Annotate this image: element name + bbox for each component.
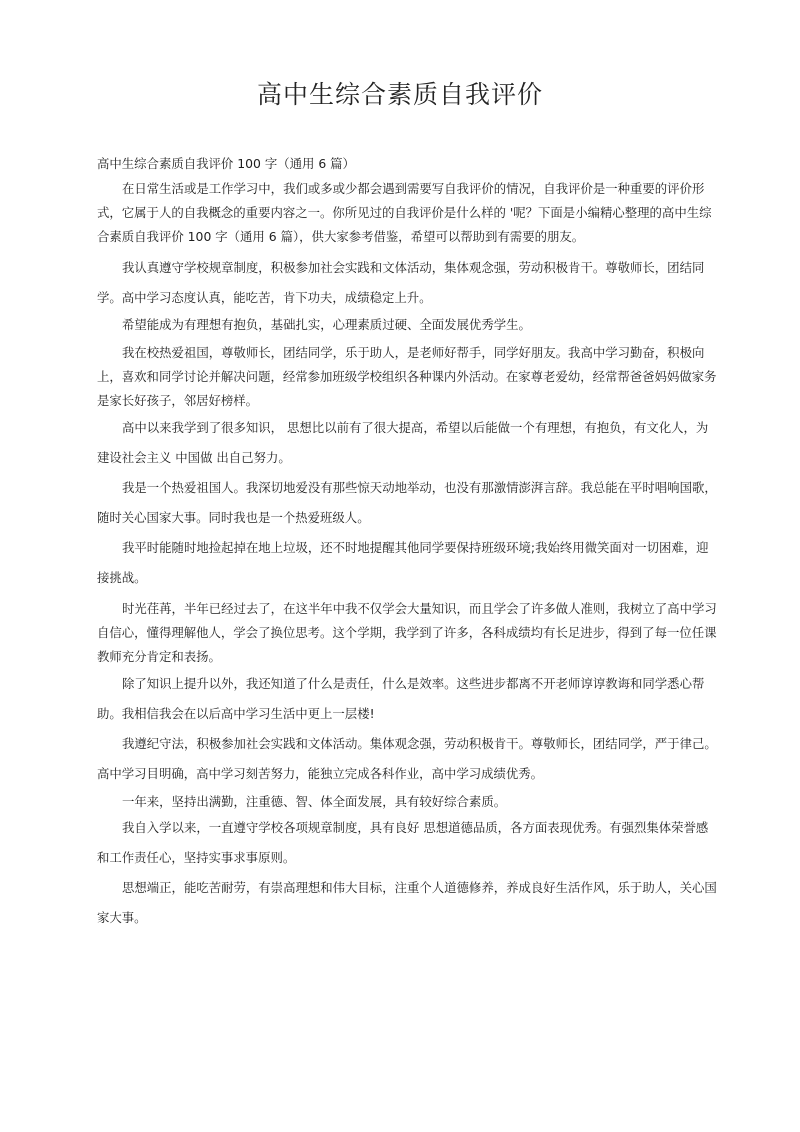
paragraph-10: 我遵纪守法，积极参加社会实践和文体活动。集体观念强，劳动积极肯干。尊敬师长，团结同学，严于律己。高中学习目明确，高中学习刻苦努力，能独立完成各科作业，高中学习成绩优秀。 [97,736,717,781]
paragraph-5: 高中以来我学到了很多知识， 思想比以前有了很大提高，希望以后能做一个有理想，有抱负，有文化人，为建设社会主义 中国做 出自己努力。 [97,420,709,465]
document-subtitle: 高中生综合素质自我评价 100 字（通用 6 篇） [97,156,355,171]
document-title: 高中生综合素质自我评价 [256,80,543,109]
paragraph-7: 我平时能随时地捡起掉在地上垃圾，还不时地提醒其他同学要保持班级环境;我始终用微笑面对一切困难，迎接挑战。 [97,540,709,585]
paragraph-6: 我是一个热爱祖国人。我深切地爱没有那些惊天动地举动，也没有那激情澎湃言辞。我总能在平时唱响国歌，随时关心国家大事。同时我也是一个热爱班级人。 [97,480,717,525]
paragraph-4: 我在校热爱祖国，尊敬师长，团结同学，乐于助人，是老师好帮手，同学好朋友。我高中学习勤奋，积极向上，喜欢和同学讨论并解决问题，经常参加班级学校组织各种课内外活动。在家尊老爱幼，经常帮爸爸妈妈做家务是家长好孩子，邻居好榜样。 [97,345,717,408]
document-body [97,153,717,933]
paragraph-2: 我认真遵守学校规章制度，积极参加社会实践和文体活动，集体观念强，劳动积极肯干。尊敬师长，团结同学。高中学习态度认真，能吃苦，肯下功夫，成绩稳定上升。 [97,260,705,305]
paragraph-9: 除了知识上提升以外，我还知道了什么是责任，什么是效率。这些进步都离不开老师谆谆教诲和同学悉心帮助。我相信我会在以后高中学习生活中更上一层楼! [97,676,705,721]
paragraph-11: 一年来，坚持出满勤，注重德、智、体全面发展，具有较好综合素质。 [122,794,507,809]
paragraph-13: 思想端正，能吃苦耐劳，有崇高理想和伟大目标，注重个人道德修养，养成良好生活作风，乐于助人，关心国家大事。 [97,880,717,925]
paragraph-1: 在日常生活或是工作学习中，我们或多或少都会遇到需要写自我评价的情况，自我评价是一种重要的评价形式，它属于人的自我概念的重要内容之一。你所见过的自我评价是什么样的 '呢？下面是小编精心整理的高中生综合素质自我评价 100 字（通用 6 篇），供大家参考借鉴，希望可以帮助到有需要的朋友。 [97,181,712,244]
paragraph-8: 时光荏苒，半年已经过去了，在这半年中我不仅学会大量知识，而且学会了许多做人准则，我树立了高中学习自信心，懂得理解他人，学会了换位思考。这个学期，我学到了许多，各科成绩均有长足进步，得到了每一位任课教师充分肯定和表扬。 [97,601,717,664]
paragraph-12: 我自入学以来，一直遵守学校各项规章制度，具有良好 思想道德品质，各方面表现优秀。有强烈集体荣誉感和工作责任心，坚持实事求事原则。 [97,820,709,865]
paragraph-3: 希望能成为有理想有抱负，基础扎实，心理素质过硬、全面发展优秀学生。 [122,317,531,332]
